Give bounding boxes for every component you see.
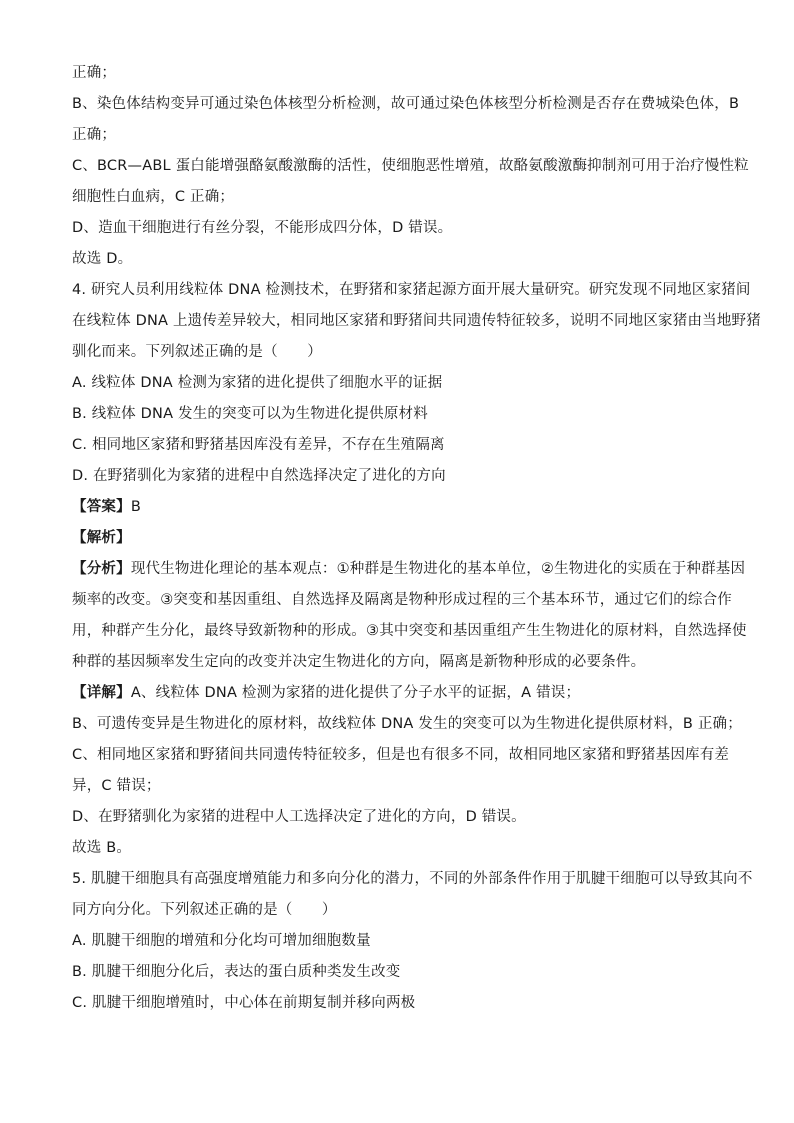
xiangjie-tag: 【详解】 bbox=[72, 685, 131, 701]
text-line: 细胞性白血病，C 正确； bbox=[72, 189, 235, 205]
option-b: B. 肌腱干细胞分化后，表达的蛋白质种类发生改变 bbox=[72, 964, 401, 980]
analysis-tag: 【解析】 bbox=[72, 530, 131, 546]
question-4-stem: 4. 研究人员利用线粒体 DNA 检测技术，在野猪和家猪起源方面开展大量研究。研究发现不同地区家猪间 bbox=[72, 282, 751, 298]
option-b: B. 线粒体 DNA 发生的突变可以为生物进化提供原材料 bbox=[72, 406, 428, 422]
answer-line bbox=[72, 497, 734, 517]
text-line: D、造血干细胞进行有丝分裂，不能形成四分体，D 错误。 bbox=[72, 220, 453, 236]
text-line: 异，C 错误； bbox=[72, 778, 161, 794]
text-line: C、相同地区家猪和野猪间共同遗传特征较多，但是也有很多不同，故相同地区家猪和野猪基因库有差 bbox=[72, 747, 730, 763]
answer-tag: 【答案】 bbox=[72, 499, 131, 515]
text-line: 用，种群产生分化，最终导致新物种的形成。③其中突变和基因重组产生生物进化的原材料，自然选择使 bbox=[72, 623, 747, 639]
text-line: 故选 B。 bbox=[72, 840, 132, 856]
option-a: A. 线粒体 DNA 检测为家猪的进化提供了细胞水平的证据 bbox=[72, 375, 443, 391]
option-d: D. 在野猪驯化为家猪的进程中自然选择决定了进化的方向 bbox=[72, 468, 446, 484]
option-c: C. 相同地区家猪和野猪基因库没有差异，不存在生殖隔离 bbox=[72, 437, 445, 453]
fenxi-text: 现代生物进化理论的基本观点：①种群是生物进化的基本单位，②生物进化的实质在于种群基因 bbox=[130, 561, 746, 577]
fenxi-line bbox=[72, 559, 746, 579]
text-line: C、BCR—ABL 蛋白能增强酪氨酸激酶的活性，使细胞恶性增殖，故酪氨酸激酶抑制剂可用于治疗慢性粒 bbox=[72, 158, 749, 174]
analysis-heading bbox=[72, 528, 734, 548]
question-4-stem: 驯化而来。下列叙述正确的是（ ） bbox=[72, 344, 322, 360]
answer-value: B bbox=[130, 499, 141, 515]
text-line: 故选 D。 bbox=[72, 251, 133, 267]
xiangjie-text: A、线粒体 DNA 检测为家猪的进化提供了分子水平的证据，A 错误； bbox=[130, 685, 581, 701]
text-line: 种群的基因频率发生定向的改变并决定生物进化的方向，隔离是新物种形成的必要条件。 bbox=[72, 654, 646, 670]
text-line: D、在野猪驯化为家猪的进程中人工选择决定了进化的方向，D 错误。 bbox=[72, 809, 526, 825]
option-c: C. 肌腱干细胞增殖时，中心体在前期复制并移向两极 bbox=[72, 995, 416, 1011]
question-4-stem: 在线粒体 DNA 上遗传差异较大，相同地区家猪和野猪间共同遗传特征较多，说明不同地区家猪由当地野猪 bbox=[72, 313, 761, 329]
option-a: A. 肌腱干细胞的增殖和分化均可增加细胞数量 bbox=[72, 933, 371, 949]
xiangjie-line bbox=[72, 683, 734, 703]
text-line: 正确； bbox=[72, 65, 117, 81]
text-line: 频率的改变。③突变和基因重组、自然选择及隔离是物种形成过程的三个基本环节，通过它们的综合作 bbox=[72, 592, 732, 608]
question-5-stem: 同方向分化。下列叙述正确的是（ ） bbox=[72, 902, 337, 918]
fenxi-tag: 【分析】 bbox=[72, 561, 131, 577]
text-line: B、染色体结构变异可通过染色体核型分析检测，故可通过染色体核型分析检测是否存在费城染色体，B bbox=[72, 96, 740, 112]
text-line: B、可遗传变异是生物进化的原材料，故线粒体 DNA 发生的突变可以为生物进化提供原材料，B 正确； bbox=[72, 716, 742, 732]
question-5-stem: 5. 肌腱干细胞具有高强度增殖能力和多向分化的潜力，不同的外部条件作用于肌腱干细胞可以导致其向不 bbox=[72, 871, 753, 887]
text-line: 正确； bbox=[72, 127, 117, 143]
